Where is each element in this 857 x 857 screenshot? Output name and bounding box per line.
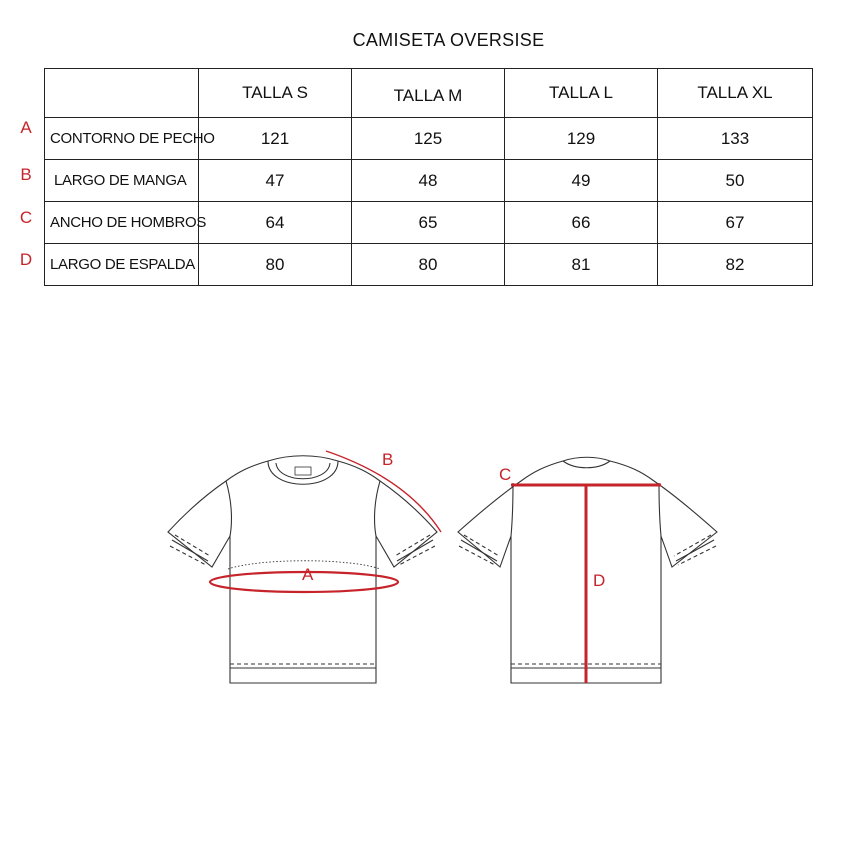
row-letter-b: B	[20, 165, 32, 184]
table-cell: 64	[199, 202, 352, 244]
column-header: TALLA XL	[658, 69, 813, 118]
back-right-cuff	[676, 540, 714, 561]
row-label: ANCHO DE HOMBROS	[45, 202, 199, 244]
table-cell: 67	[658, 202, 813, 244]
column-header: TALLA M	[352, 69, 505, 118]
front-right-cuff-stitch	[395, 535, 430, 556]
table-cell: 80	[352, 244, 505, 286]
table-cell: 65	[352, 202, 505, 244]
back-neckline	[563, 461, 610, 468]
row-label: LARGO DE MANGA	[45, 160, 199, 202]
column-header: TALLA S	[199, 69, 352, 118]
front-right-armhole	[375, 481, 380, 536]
front-collar-top	[268, 456, 338, 461]
row-letter-a: A	[20, 118, 32, 137]
neck-label-icon	[295, 467, 311, 475]
back-left-cuff-stitch	[464, 535, 499, 556]
back-length-measure-label: D	[593, 571, 606, 590]
back-left-armhole	[511, 483, 513, 536]
table-cell: 133	[658, 118, 813, 160]
row-letter-c: C	[19, 208, 33, 227]
row-label: LARGO DE ESPALDA	[45, 244, 199, 286]
sleeve-measure-label: B	[382, 450, 394, 469]
measurement-marks	[210, 451, 661, 683]
front-neckline	[268, 461, 338, 484]
back-right-cuff-stitch	[674, 535, 711, 556]
table-cell: 48	[352, 160, 505, 202]
table-cell: 49	[505, 160, 658, 202]
table-cell: 66	[505, 202, 658, 244]
row-letter-d: D	[19, 250, 33, 269]
table-cell: 47	[199, 160, 352, 202]
front-neck-rib	[276, 463, 330, 479]
chest-measure-label: A	[302, 565, 314, 584]
back-right-armhole	[659, 483, 661, 536]
table-cell: 129	[505, 118, 658, 160]
table-cell: 82	[658, 244, 813, 286]
table-cell: 50	[658, 160, 813, 202]
table-cell: 121	[199, 118, 352, 160]
table-cell: 125	[352, 118, 505, 160]
table-cell: 81	[505, 244, 658, 286]
shoulder-measure-label: C	[499, 465, 512, 484]
row-label: CONTORNO DE PECHO	[45, 118, 199, 160]
front-left-cuff-stitch	[175, 535, 210, 556]
column-header: TALLA L	[505, 69, 658, 118]
back-collar-top	[563, 457, 610, 461]
page-title: CAMISETA OVERSISE	[352, 30, 545, 50]
table-cell: 80	[199, 244, 352, 286]
front-left-armhole	[226, 481, 231, 536]
